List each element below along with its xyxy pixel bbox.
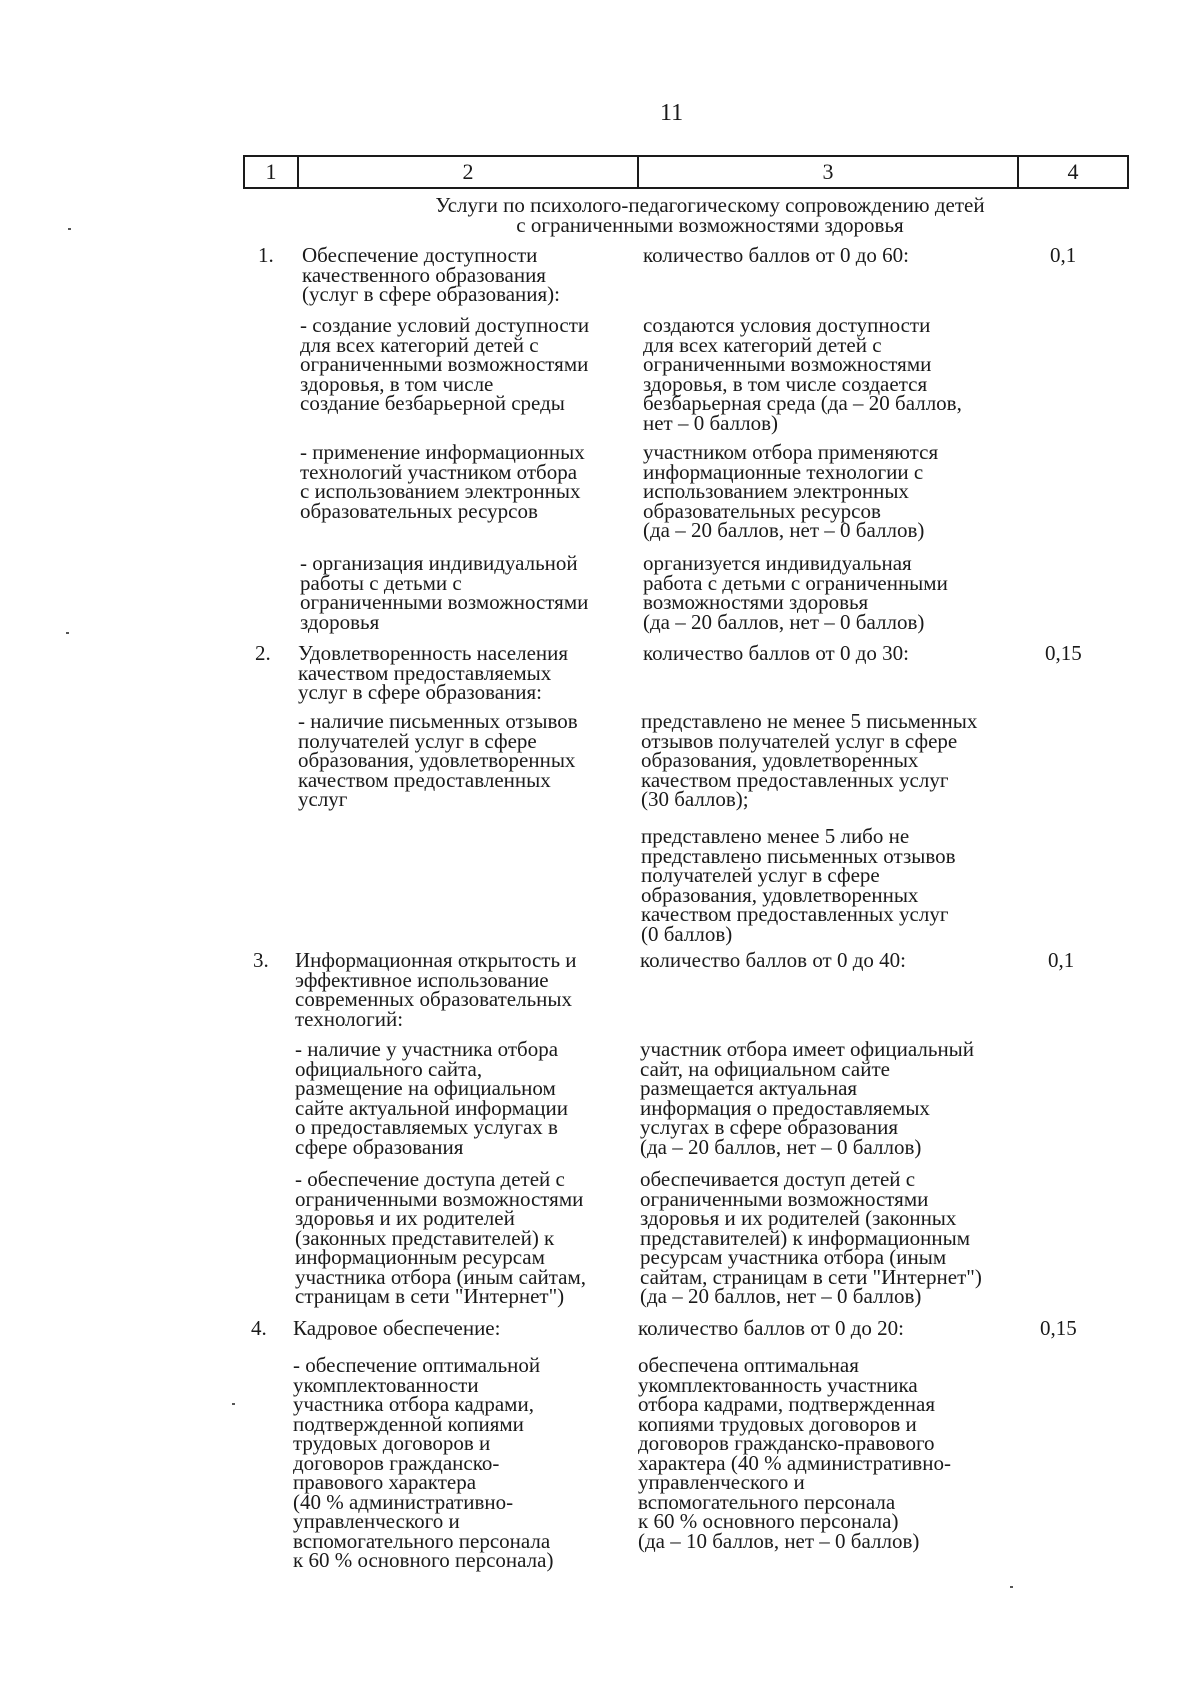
subitem-text: - применение информационных технологий участником отбора с использованием электронных образовательных ресурсов	[300, 440, 585, 523]
subitem-text: - организация индивидуальной работы с детьми с ограниченными возможностями здоровья	[300, 551, 589, 634]
item-criterion: Обеспечение доступности качественного образования (услуг в сфере образования):	[302, 243, 560, 306]
subitem-text: - наличие у участника отбора официального сайта, размещение на официальном сайте актуальной информации о предоставляемых услугах в сфере образования	[295, 1037, 568, 1159]
section-title: Услуги по психолого-педагогическому сопровождению детей с ограниченными возможностями здоровья	[435, 193, 985, 237]
scan-speck	[66, 632, 69, 634]
header-col-1: 1	[265, 159, 277, 184]
item-weight: 0,15	[1045, 641, 1082, 665]
header-col-3: 3	[637, 157, 1017, 187]
subitem-scoring: представлено не менее 5 письменных отзывов получателей услуг в сфере образования, удовлетворенных качеством предоставленных услуг (30 баллов);	[641, 709, 978, 811]
item-score-range: количество баллов от 0 до 30:	[643, 641, 909, 665]
item-criterion: Информационная открытость и эффективное использование современных образовательных технологий:	[295, 948, 577, 1031]
item-criterion: Кадровое обеспечение:	[293, 1316, 501, 1340]
scan-speck	[1010, 1586, 1013, 1588]
page-number: 11	[660, 100, 684, 126]
item-weight: 0,1	[1050, 243, 1077, 267]
item-criterion: Удовлетворенность населения качеством предоставляемых услуг в сфере образования:	[298, 641, 569, 704]
item-weight: 0,1	[1048, 948, 1075, 972]
item-number: 4.	[251, 1316, 267, 1340]
item-score-range: количество баллов от 0 до 60:	[643, 243, 909, 267]
subitem-text: - создание условий доступности для всех категорий детей с ограниченными возможностями здоровья, в том числе создание безбарьерной среды	[300, 313, 590, 415]
subitem-text: - наличие письменных отзывов получателей услуг в сфере образования, удовлетворенных качеством предоставленных услуг	[298, 709, 578, 811]
subitem-scoring: создаются условия доступности для всех категорий детей с ограниченными возможностями здоровья, в том числе создается безбарьерная среда (да – 20 баллов, нет – 0 баллов)	[643, 313, 962, 435]
item-number: 1.	[258, 243, 274, 267]
subitem-scoring-alt: представлено менее 5 либо не представлено письменных отзывов получателей услуг в сфере образования, удовлетворенных качеством предоставленных услуг (0 баллов)	[641, 824, 956, 946]
subitem-text: - обеспечение оптимальной укомплектованности участника отбора кадрами, подтвержденной копиями трудовых договоров и договоров гражданско- правового характера (40 % административно- управленческого и вспомогательного персонала к 60 % основного персонала)	[293, 1353, 554, 1572]
scan-speck	[68, 228, 71, 230]
subitem-scoring: участник отбора имеет официальный сайт, на официальном сайте размещается актуальная информация о предоставляемых услугах в сфере образования (да – 20 баллов, нет – 0 баллов)	[640, 1037, 975, 1159]
header-col-4: 4	[1017, 157, 1127, 187]
item-score-range: количество баллов от 0 до 20:	[638, 1316, 904, 1340]
subitem-scoring: участником отбора применяются информационные технологии с использованием электронных образовательных ресурсов (да – 20 баллов, нет – 0 баллов)	[643, 440, 939, 542]
subitem-scoring: обеспечивается доступ детей с ограниченными возможностями здоровья и их родителей (законных представителей) к информационным ресурсам участника отбора (иным сайтам, страницам в сети "Интернет") (да – 20 баллов, нет – 0 баллов)	[640, 1167, 982, 1308]
item-number: 3.	[253, 948, 269, 972]
subitem-scoring: организуется индивидуальная работа с детьми с ограниченными возможностями здоровья (да – 20 баллов, нет – 0 баллов)	[643, 551, 948, 634]
item-score-range: количество баллов от 0 до 40:	[640, 948, 906, 972]
header-col-2: 2	[297, 157, 637, 187]
item-weight: 0,15	[1040, 1316, 1077, 1340]
table-header-row	[243, 155, 1129, 189]
subitem-scoring: обеспечена оптимальная укомплектованность участника отбора кадрами, подтвержденная копиями трудовых договоров и договоров гражданско-правового характера (40 % административно- управленческого и вспомогательного персонала к 60 % основного персонала) (да – 10 баллов, нет – 0 баллов)	[638, 1353, 951, 1553]
subitem-text: - обеспечение доступа детей с ограниченными возможностями здоровья и их родителей (законных представителей) к информационным ресурсам участника отбора (иным сайтам, страницам в сети "Интернет")	[295, 1167, 587, 1308]
item-number: 2.	[255, 641, 271, 665]
scan-speck	[232, 1403, 235, 1405]
